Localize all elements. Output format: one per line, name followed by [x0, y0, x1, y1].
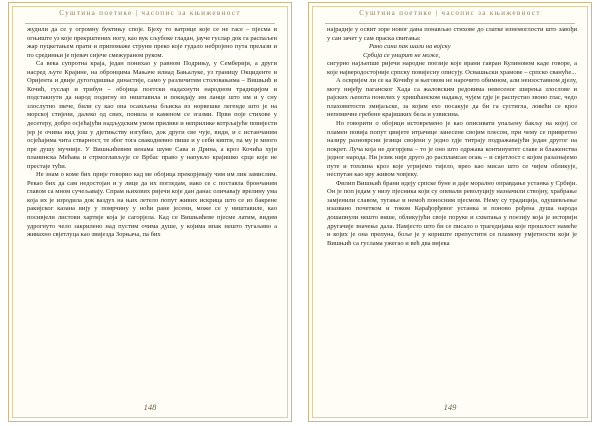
left-paragraph-1: жудили да се у огромну буктињу споје. Бјеху то ватрице које се не гасе – пјесма и огњиште уз које прекрштених ногу, као вук сљубоке гладан, јауче гуслар док га распаљен жар пуцкетањем прати и припомаже струни преко које гудало небројено пута прелази и по срединњи је пјевач сијече смежураном руком. [27, 26, 277, 59]
right-paragraph-4: Но говорити о обојици истовремено је као описивати упаљену бакљу на којој се пламен повија попут цвијете итрачице занесене својим плесом, при чему се привретно назиру разноврсни језици својени у једно гдје титрају подражавајући један другог на покрет. Луча која не догорјева – то је оно што одржава континуитет славе и блаженства једног народа. Ни језик није друго до распламсан огањ – и свјетлост с којом разазнајемо путе и топлина кроз које угријемо тијело, врео као мисао што се чијем обликује, неспутан као вру живом човјеку. [327, 120, 577, 179]
right-paragraph-3: А освријем ли се ка Кочићу и његовом не нарочито обимном, али неизоставном дјелу, могу нијеђу паганског Хада са жаловским редовима невесеног ширења злослове и рајских љепота понелих у хришћанском надању, чујем гдје је распустио звоно глас, чедо плаховитости змијаљске, за којим ехо посакује да би га сустигла, ловећи се кроз непомичне гребене крајишких бела и узвисина. [327, 77, 577, 119]
right-paragraph-1: најрадије у освит зоре новог дана понављао стихове до слатке изнемоглости што завођи у сан зачет у сам праскa свитања: [327, 26, 577, 42]
right-paragraph-2: сигурно најљепше ријечи народне поезије које врани гавран Кулиновом каде говоре, а које најверодостојније српску повијесну описују. Освашњски храмове – српско свануће... [327, 60, 577, 76]
verse-line-2: Србија се умирит не може, [363, 51, 441, 59]
left-page [8, 2, 292, 422]
left-running-header: Суштина поетике | часопис за књижевност [59, 9, 241, 17]
right-header-rule [325, 23, 575, 24]
left-paragraph-3: Не знам о коме бих прије говорио кад ме обојица прекорјевају чим им лик замислим. Рекао бих да сам недостојан и у лице да их погледам, иако се с поставла брончаним главом са мном сучељавају. Спрам њихових ријечи које дан данас оличавају врелину ума која их је изродила док ваздух на њих летело попут живих искрица што се из бакрене ракијског казана вију у помрчину у ноћи ране јесени, може се у ништавиле, као посивјели листови хартије која је сагорјела. Кад се Вишњићеве пјесме латим, видим удрогнуто чело закрилено над пустим очима душе, у којима ипак нешто тугаљиво а живахно свјетлуца као звијезда Зорњача, па бих [27, 171, 277, 239]
right-page-number: 149 [443, 402, 457, 412]
right-paragraph-5: Филип Вишњић брани идеју српске буне и даје морално оправдање устанка у Србији. Он је поп једам у низу пјесника који су опевали револуцију назначили ствојну, храбрање замјенили славом, тугање и немоћ поносним пјесмом. Нему су традиција, одушевљење изазвано почетком и током Карађорђевог устанка и поново рођена душа народа дошапнули нешто више, обликујући своје поруке и схватања у поезију која је историји другачије значење дала. Намјесто што би се писало о трагедијама које прошлост намеће и којих је она препуна, боље је у кориште препустити се пламену умјетности који је Вишњић са гуслама ужегао и већ два вијека [327, 179, 577, 247]
left-page-number: 148 [143, 402, 157, 412]
left-page-body [27, 26, 277, 398]
left-paragraph-2: Са века супротна краја, један понихао у равном Подрињу, у Семберији, а други насред љуте Крајине, на обронцима Мањаче илиад Бањалуке, уз границу Окциденте и Оријента и двије дугогодишње династије, само у различитим столовањима – Вишњић и Кочић, гуслар и трибун – обојица поетски надахнути народном традицијом и подстакнути да народ подигну из ништавила и покидају им ланце што им и у сну злослутно звече, били су као она осамљена бљиска из норвешке легенде што је на морској стијени, далеко од свих, понила и каменом се згазми. Први поје стихове у десетеру, добро осјећајући надљудским умом прилике и неприлике котрљајуће повијести јер је очима вид још у дјетињству изгубио, док други све чује, види, и с истанчаним осјећајима чита стварност, те због тога свакодневно пише и у себи кипти, па му је много пре душу мучније. У Вишњићевим венама шуме Сава и Дрина, а кроз Кочића хуји планинска Мећава и стрмоглављује се Врбас право у напукло крајишко срце које не престаје тући. [27, 60, 277, 170]
right-running-header: Суштина поетике | часопис за књижевност [359, 9, 541, 17]
right-page-body [327, 26, 577, 398]
verse-line-1: Рано сина пак шали на војску [369, 43, 451, 51]
right-page [308, 2, 592, 422]
left-header-rule [25, 23, 275, 24]
